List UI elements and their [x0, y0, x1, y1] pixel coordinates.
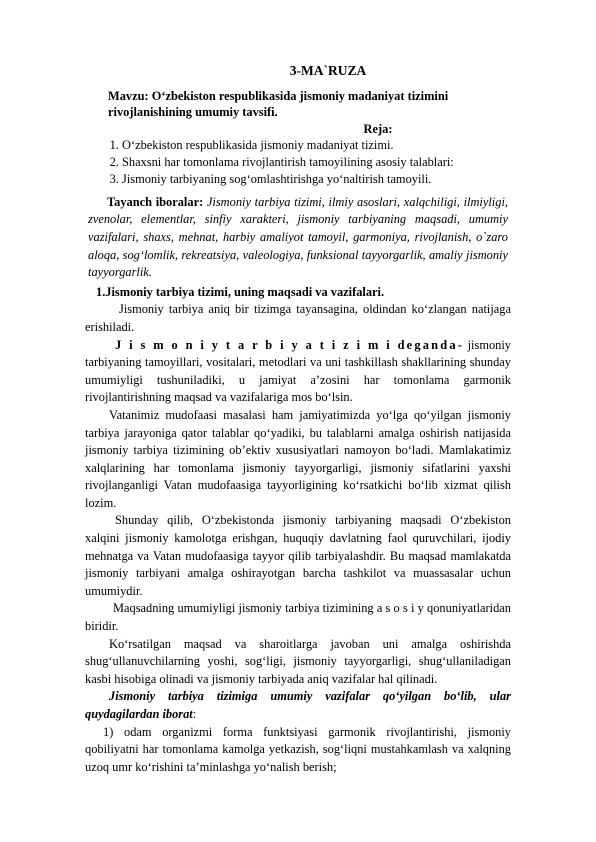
- plan-item: 1. O‘zbekiston respublikasida jismoniy madaniyat tizimi.: [122, 137, 508, 154]
- paragraph: Maqsadning umumiyligi jismoniy tarbiya tizimining a s o s i y qonuniyatlaridan biridir.: [85, 601, 511, 634]
- tasks-intro-colon: :: [192, 707, 197, 721]
- tasks-intro: Jismoniy tarbiya tizimiga umumiy vazifalar qo‘yilgan bo‘lib, ular quydagilardan iborat: [85, 689, 511, 721]
- plan-list: [88, 137, 508, 188]
- body-text: [85, 301, 511, 776]
- key-terms-text: Jismoniy tarbiya tizimi, ilmiy asoslari, xalqchiligi, ilmiyligi, zvenolar, elementlar, sinfiy xarakteri, jismoniy tarbiyaning maqsadi, umumiy vazifalari, shaxs, mehnat, harbiy amaliyot tamoyil, garmoniya, rivojlanish, o`zaro aloqa, sog‘lomlik, rekreatsiya, valeologiya, funksional tayyorgarlik, amaliy jismoniy tayyorgarlik.: [88, 194, 508, 280]
- plan-item: 3. Jismoniy tarbiyaning sog‘omlashtirishga yo‘naltirish tamoyili.: [122, 171, 508, 188]
- key-terms: [88, 194, 508, 282]
- section-heading: 1.Jismoniy tarbiya tizimi, uning maqsadi va vazifalari.: [96, 284, 385, 299]
- lecture-title: 3-MA`RUZA: [289, 63, 367, 78]
- paragraph: Ko‘rsatilgan maqsad va sharoitlarga javoban uni amalga oshirishda shug‘ullanuvchilarning yoshi, sog‘ligi, jismoniy tayyorgarligi, shug‘ullaniladigan kasbi hisobiga olinadi va jismoniy tarbiyada aniq vazifalar hal qilinadi.: [85, 636, 511, 686]
- topic-text: O‘zbekiston respublikasida jismoniy madaniyat tizimini rivojlanishining umumiy tavsifi.: [108, 88, 449, 120]
- lecture-topic: [88, 88, 508, 121]
- paragraph: [85, 337, 511, 407]
- term-definition-label: J i s m o n i y t a r b i y a t i z i m i deganda-: [115, 337, 465, 352]
- term-definition-text: jismoniy tarbiyaning tamoyillari, vositalari, metodlari va uni tashkillash shakllarining shunday umumiyligi tushuniladiki, u jamiyat a’zosini har tomonlama garmonik rivojlantirishning maqsad va vazifalariga mos bo‘lsin.: [85, 337, 511, 405]
- paragraph: 1) odam organizmi forma funktsiyasi garmonik rivojlantirishi, jismoniy qobiliyatni har tomonlama kamolga yetkazish, sog‘liqni mustahkamlash va xalqning uzoq umr ko‘rishini ta’minlashga yo‘nalish berish;: [85, 724, 511, 774]
- paragraph: Shunday qilib, O‘zbekistonda jismoniy tarbiyaning maqsadi O‘zbekiston xalqini jismoniy kamolotga erishgan, huquqiy davlatning faol quruvchilari, ijodiy mehnatga va Vatan mudofaasiga tayyor qilib tarbiyalashdir. Bu maqsad mamlakatda jismoniy tarbiyani amalga oshirayotgan barcha tashkilot va muassasalar uchun umumiydir.: [85, 513, 511, 598]
- paragraph: [85, 688, 511, 723]
- topic-label: Mavzu:: [108, 88, 152, 103]
- key-terms-label: Tayanch iboralar:: [107, 194, 204, 209]
- paragraph: Vatanimiz mudofaasi masalasi ham jamiyatimizda yo‘lga qo‘yilgan jismoniy tarbiya jarayoniga qator talablar qo‘yadiki, bu talablarni amalga oshirish natijasida jismoniy tarbiya tizimining ob’ektiv xususiyatlari namoyon bo‘ladi. Mamlakatimiz xalqlarining har tomonlama jismoniy tayyorgarligi, jismoniy sifatlarini yaxshi rivojlanganligi Vatan mudofaasiga tayyorligining ko‘rsatkichi bo‘lib xizmat qilish lozim.: [85, 407, 511, 510]
- plan-item: 2. Shaxsni har tomonlama rivojlantirish tamoyilining asosiy talablari:: [122, 154, 508, 171]
- paragraph: Jismoniy tarbiya aniq bir tizimga tayansagina, oldindan ko‘zlangan natijaga erishiladi.: [85, 302, 511, 334]
- plan-heading: Reja:: [363, 121, 393, 136]
